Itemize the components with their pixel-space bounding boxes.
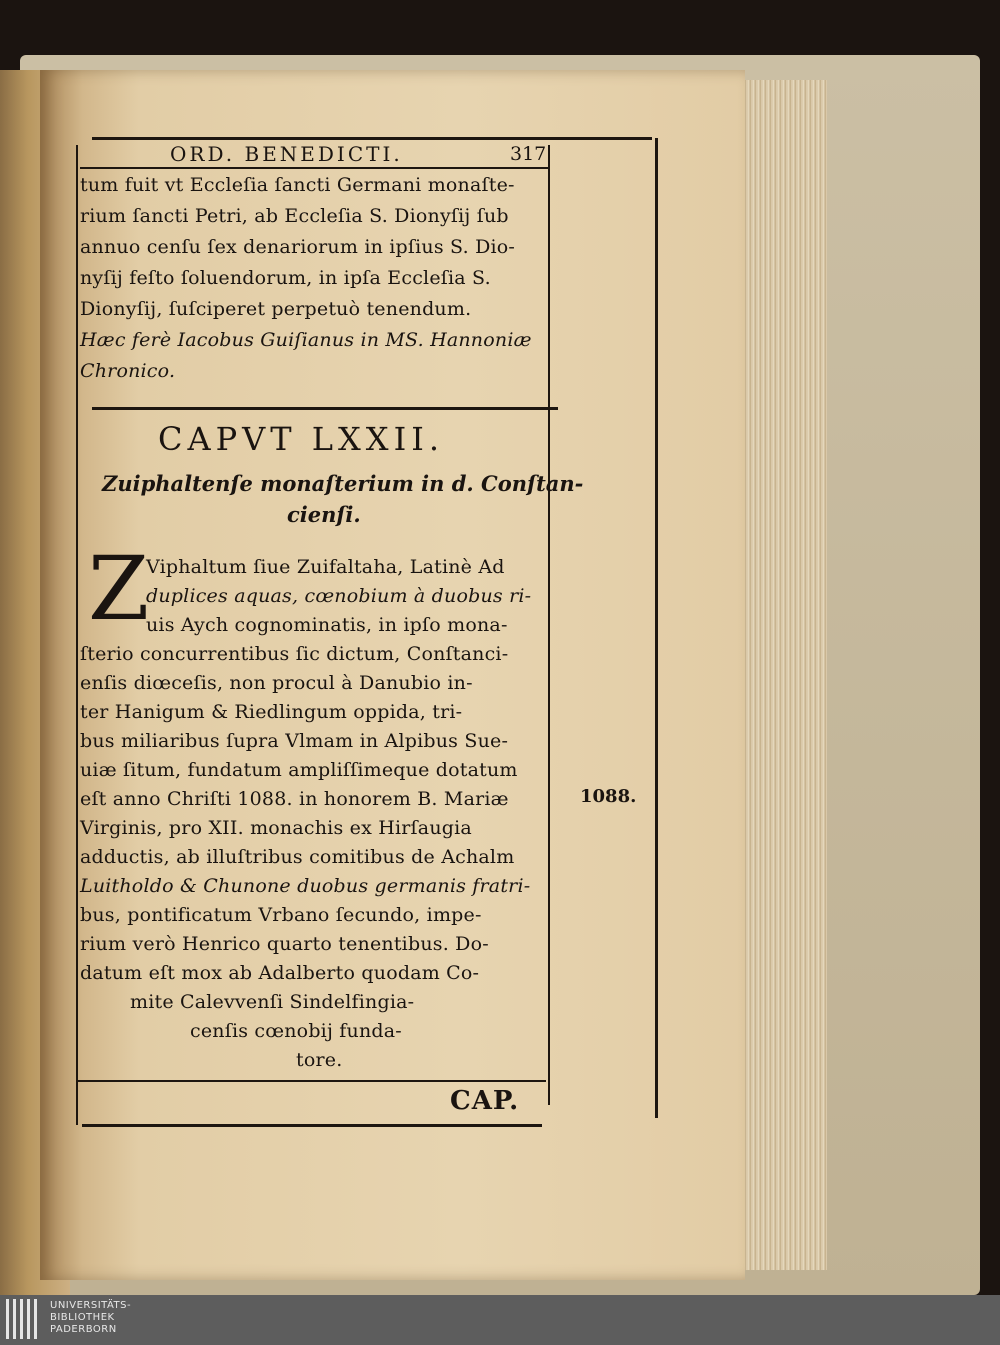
drop-initial: Z [88,537,150,640]
bottom-rule [82,1124,542,1127]
body-line: Luitholdo & Chunone duobus germanis fratri- [80,875,531,897]
body-line: Dionyſij, ſuſciperet perpetuò tenendum. [80,298,472,320]
body-line: mite Calevvenſi Sindelfingia- [130,991,415,1013]
header-underline [80,167,550,169]
body-line: adductis, ab illuſtribus comitibus de Achalm [80,846,515,868]
library-name-line: PADERBORN [50,1324,117,1335]
body-line: uis Aych cognominatis, in ipſo mona- [146,614,508,636]
bottom-frame-rule [76,1080,546,1082]
page-number: 317 [510,143,547,165]
body-line: eſt anno Chriſti 1088. in honorem B. Mariæ [80,788,509,810]
body-line: Viphaltum ſiue Zuifaltaha, Latinè Ad [146,556,505,578]
body-line: nyſij feſto ſoluendorum, in ipſa Eccleſia S. [80,267,491,289]
body-line: rium verò Henrico quarto tenentibus. Do- [80,933,489,955]
top-rule [92,137,652,140]
library-logo-icon [6,1299,42,1339]
page-edges [735,80,827,1270]
body-line: Virginis, pro XII. monachis ex Hirſaugia [80,817,472,839]
chapter-subtitle-line: cienſi. [287,502,361,527]
library-footer [0,1295,1000,1345]
body-line: enſis diœceſis, non procul à Danubio in- [80,672,473,694]
body-line: cenſis cœnobij funda- [190,1020,402,1042]
chapter-title: CAPVT LXXII. [158,420,445,458]
chapter-rule [92,407,558,410]
chapter-subtitle-line: Zuiphaltenſe monaſterium in d. Conſtan- [102,471,584,496]
body-line: uiæ ſitum, fundatum ampliſſimeque dotatum [80,759,518,781]
body-line: datum eſt mox ab Adalberto quodam Co- [80,962,480,984]
body-line: ter Hanigum & Riedlingum oppida, tri- [80,701,463,723]
body-line: duplices aquas, cœnobium à duobus ri- [146,585,532,607]
right-frame-rule [548,145,550,1105]
margin-note: 1088. [580,786,637,807]
left-frame-rule [76,145,78,1125]
body-line: ſterio concurrentibus ſic dictum, Conſtanci- [80,643,509,665]
body-line: rium ſancti Petri, ab Eccleſia S. Dionyſij ſub [80,205,509,227]
body-line: tore. [296,1049,343,1071]
body-line: tum fuit vt Eccleſia ſancti Germani monaſte- [80,174,515,196]
outer-right-rule [655,138,658,1118]
body-line: annuo cenſu ſex denariorum in ipſius S. Dio- [80,236,516,258]
body-line: bus miliaribus ſupra Vlmam in Alpibus Sue- [80,730,509,752]
library-name-line: UNIVERSITÄTS- [50,1300,132,1311]
body-line-italic: Hæc ferè Iacobus Guiſianus in MS. Hannoniæ [80,329,532,351]
body-line-italic: Chronico. [80,360,176,382]
catchword: CAP. [450,1086,520,1116]
library-name-line: BIBLIOTHEK [50,1312,115,1323]
running-head: ORD. BENEDICTI. [170,142,403,166]
body-line: bus, pontificatum Vrbano ſecundo, impe- [80,904,482,926]
